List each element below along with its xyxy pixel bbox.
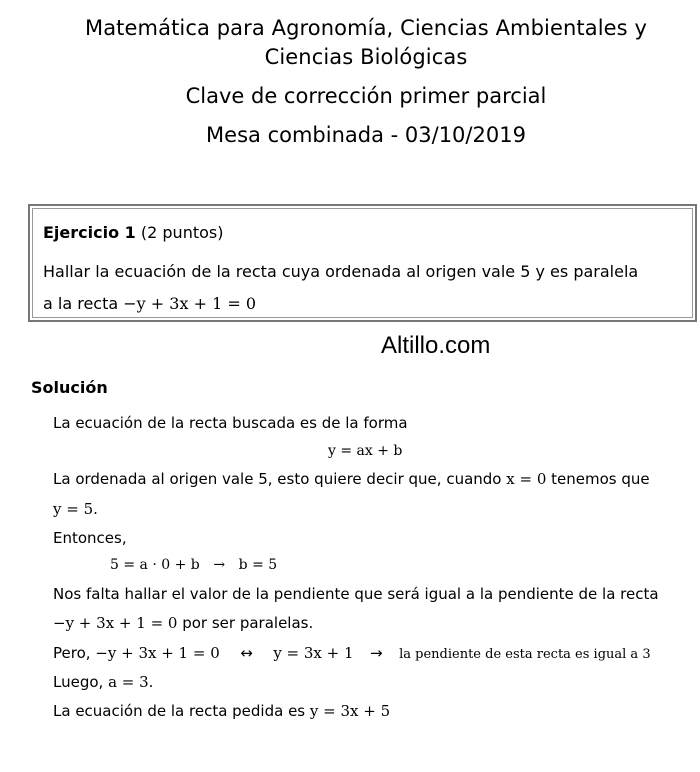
solution-line2 bbox=[53, 470, 650, 488]
solution-line3: y = 5. bbox=[53, 500, 98, 518]
line9-prefix: La ecuación de la recta pedida es bbox=[53, 702, 310, 720]
line7-arrow1: ↔ bbox=[240, 644, 253, 662]
solution-line7 bbox=[53, 644, 651, 662]
line9-eq: y = 3x + 5 bbox=[309, 702, 391, 720]
statement-line1: Hallar la ecuación de la recta cuya ordenada al origen vale 5 y es paralela bbox=[43, 262, 639, 281]
solution-line1: La ecuación de la recta buscada es de la forma bbox=[53, 414, 408, 432]
exercise-box bbox=[28, 204, 697, 322]
document-subtitle: Clave de corrección primer parcial bbox=[185, 84, 547, 108]
solution-line2-prefix: La ordenada al origen vale 5, esto quiere decir que, cuando bbox=[53, 470, 507, 488]
line7-note: la pendiente de esta recta es igual a 3 bbox=[399, 647, 651, 662]
solution-line6-suffix: por ser paralelas. bbox=[177, 614, 314, 632]
eq2-arrow: → bbox=[213, 557, 226, 573]
document-header bbox=[0, 14, 700, 150]
solution-eq1: y = ax + b bbox=[328, 443, 403, 459]
line7-arrow2: → bbox=[370, 644, 383, 662]
exercise-statement bbox=[43, 256, 693, 320]
course-title-line1: Matemática para Agronomía, Ciencias Ambientales y bbox=[85, 16, 647, 40]
solution-line8 bbox=[53, 673, 153, 691]
line7-eq1: −y + 3x + 1 = 0 bbox=[95, 644, 220, 662]
solution-line2-suffix: tenemos que bbox=[546, 470, 650, 488]
solution-line6-eq: −y + 3x + 1 = 0 bbox=[53, 614, 178, 632]
exercise-title bbox=[43, 223, 223, 242]
line7-eq2: y = 3x + 1 bbox=[273, 644, 354, 662]
eq2-right: b = 5 bbox=[238, 557, 278, 573]
eq2-left: 5 = a · 0 + b bbox=[110, 557, 200, 573]
solution-line2-eq: x = 0 bbox=[506, 470, 547, 488]
watermark: Altillo.com bbox=[381, 332, 491, 359]
line8-eq: a = 3. bbox=[108, 673, 154, 691]
statement-equation: −y + 3x + 1 = 0 bbox=[123, 294, 257, 313]
line7-prefix: Pero, bbox=[53, 644, 96, 662]
solution-line9 bbox=[53, 702, 390, 720]
exercise-label: Ejercicio 1 bbox=[43, 223, 136, 242]
solution-heading: Solución bbox=[31, 378, 108, 397]
exercise-points: (2 puntos) bbox=[140, 223, 224, 242]
statement-line2 bbox=[43, 288, 693, 320]
solution-line6 bbox=[53, 614, 313, 632]
line8-prefix: Luego, bbox=[53, 673, 109, 691]
course-title-line2: Ciencias Biológicas bbox=[264, 45, 468, 69]
solution-line5: Nos falta hallar el valor de la pendiente que será igual a la pendiente de la recta bbox=[53, 585, 659, 603]
solution-line4: Entonces, bbox=[53, 529, 127, 547]
exam-session: Mesa combinada - 03/10/2019 bbox=[206, 123, 526, 147]
solution-eq2 bbox=[110, 557, 277, 573]
statement-line2-prefix: a la recta bbox=[43, 294, 124, 313]
